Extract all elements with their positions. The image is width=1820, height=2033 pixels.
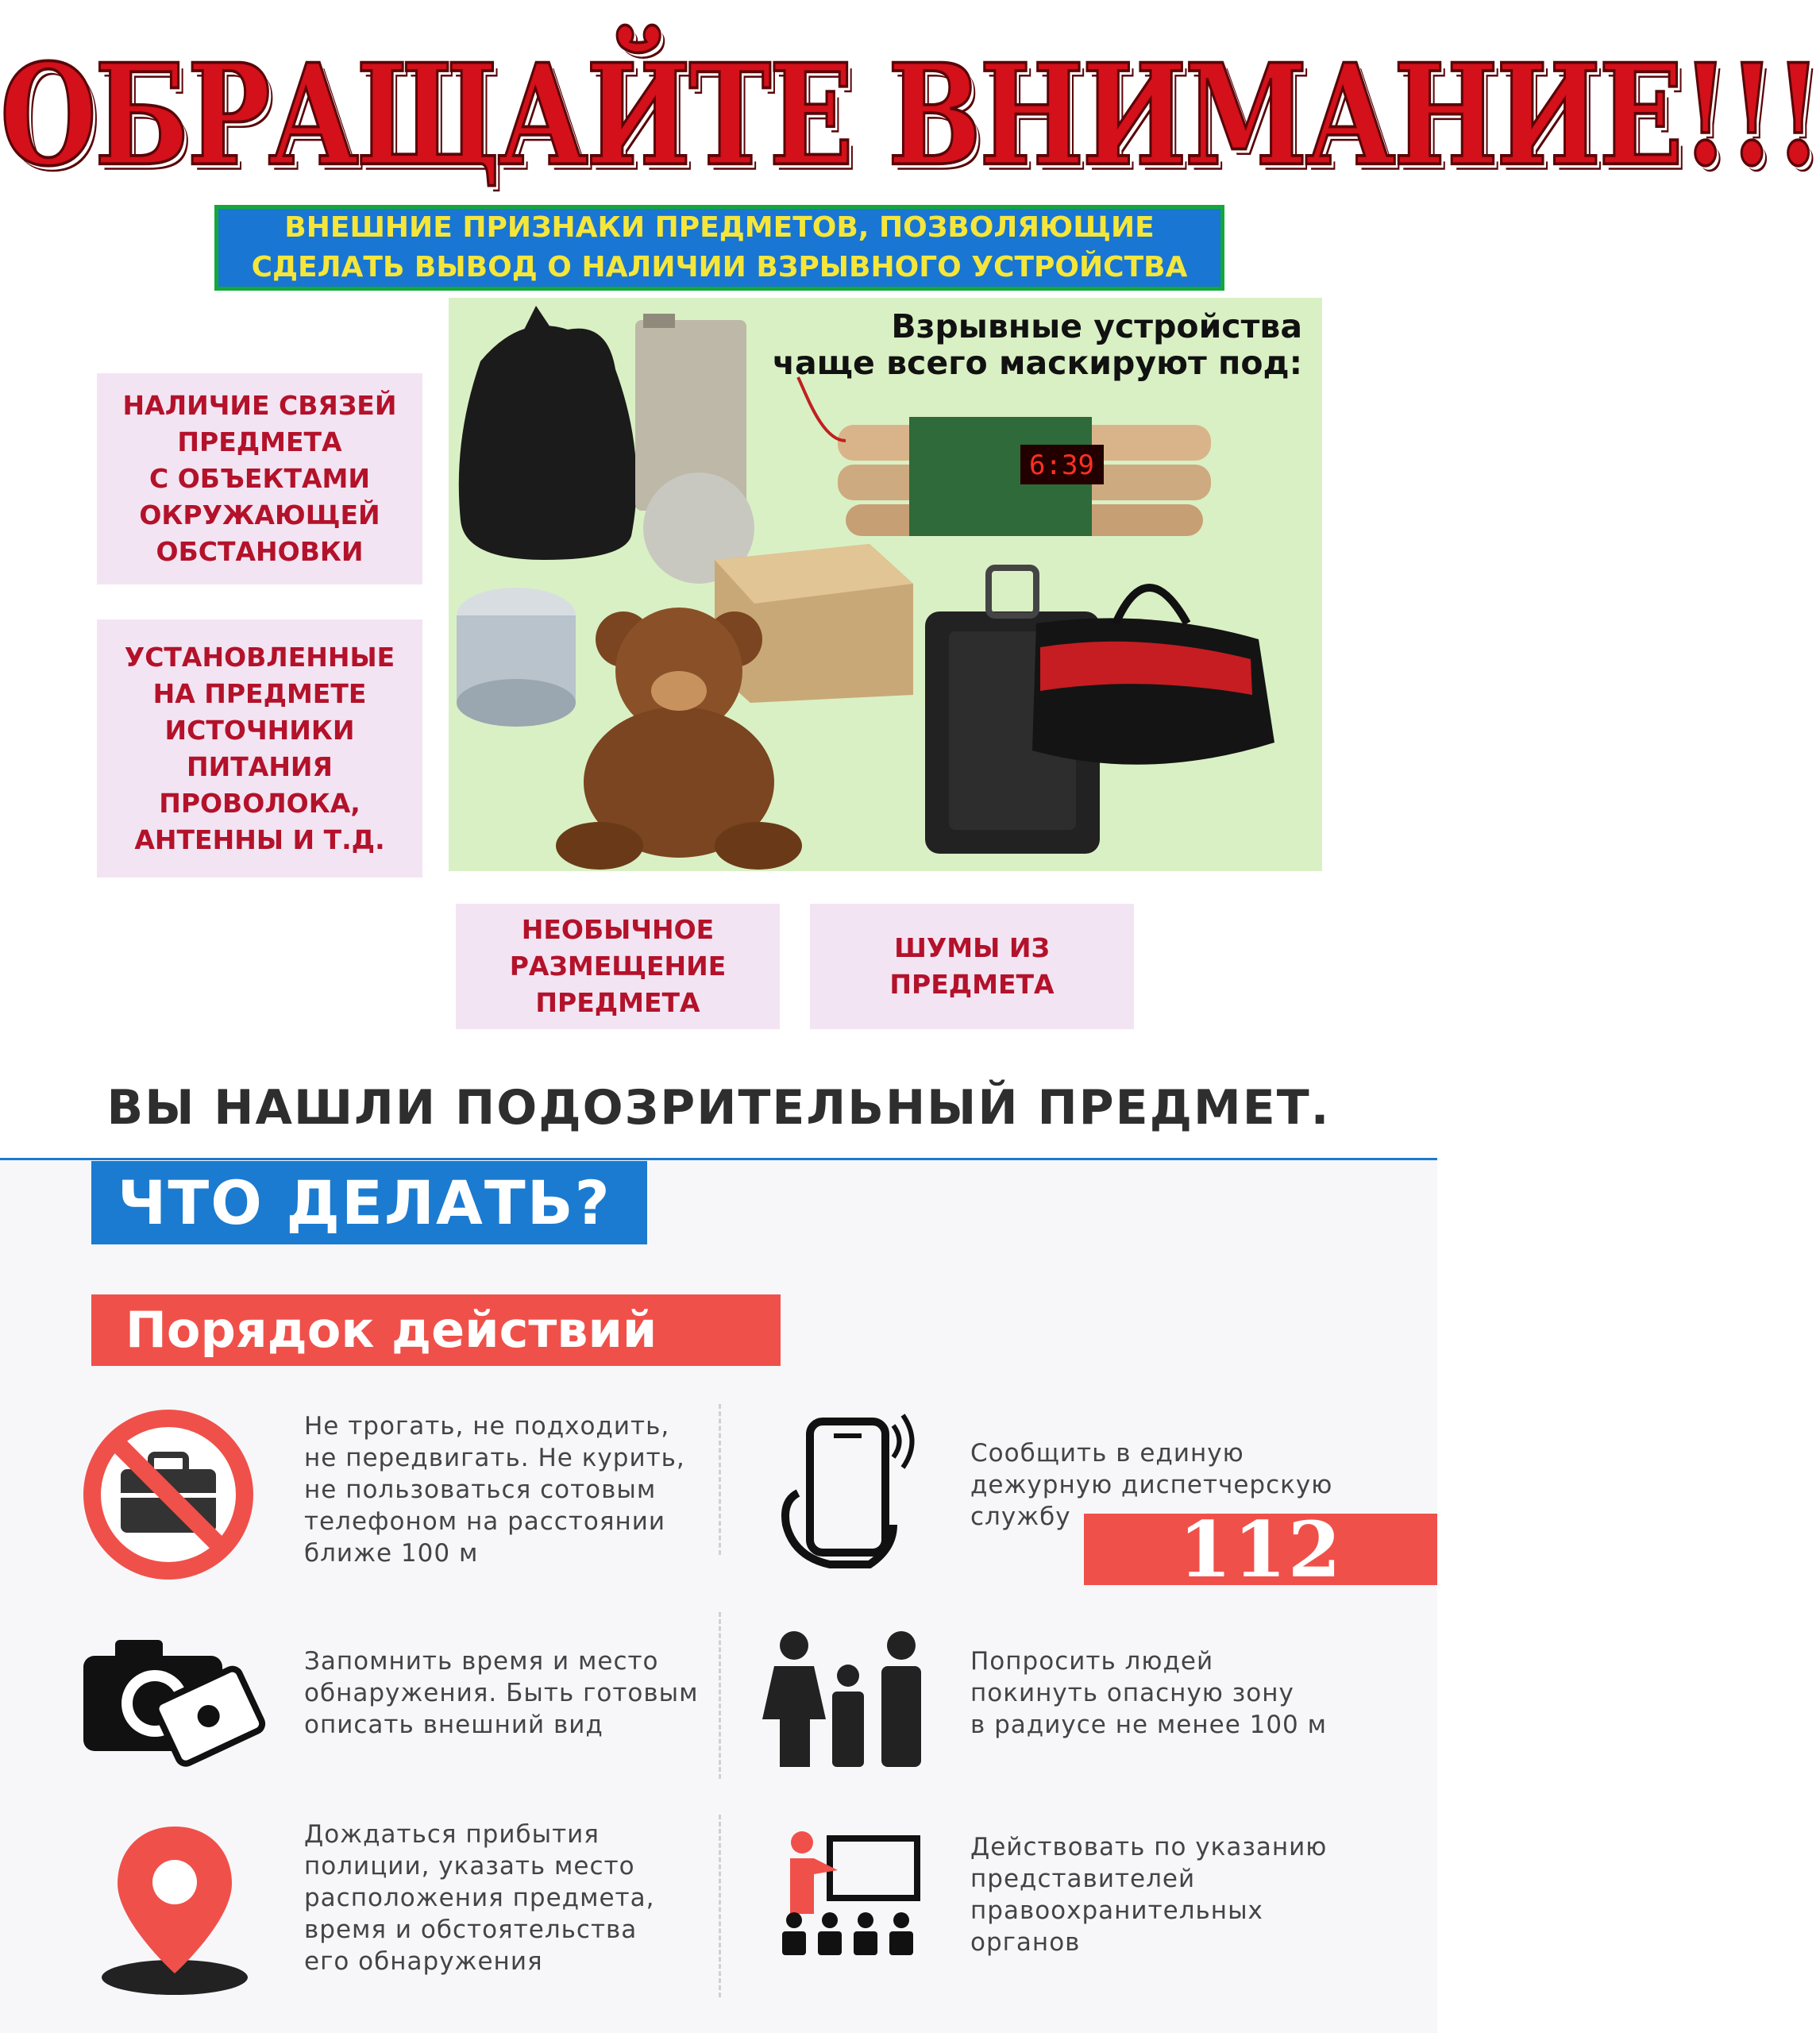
sign-line: УСТАНОВЛЕННЫЕ (124, 641, 395, 673)
blue-rule (0, 1158, 1437, 1160)
sign-line: ПРЕДМЕТА (177, 426, 342, 457)
sign-line: ПРЕДМЕТА (889, 969, 1055, 1000)
banner-line-2: СДЕЛАТЬ ВЫВОД О НАЛИЧИИ ВЗРЫВНОГО УСТРОЙСТВА (251, 251, 1188, 284)
step-line: полиции, указать место (304, 1852, 635, 1881)
step-line: службу (970, 1503, 1071, 1531)
step-line: его обнаружения (304, 1947, 543, 1976)
signs-banner (214, 205, 1224, 291)
objects-illustration (449, 298, 1322, 871)
sign-box-connections (97, 373, 422, 584)
sign-line: НЕОБЫЧНОЕ (521, 914, 715, 945)
step-line: не пользоваться сотовым (304, 1476, 657, 1504)
sign-line: РАЗМЕЩЕНИЕ (509, 951, 727, 982)
step-line: Дождаться прибытия (304, 1820, 600, 1849)
step-line: расположения предмета, (304, 1884, 655, 1912)
step-text-4 (970, 1645, 1327, 1741)
sign-line: С ОБЪЕКТАМИ (149, 463, 370, 494)
step-line: покинуть опасную зону (970, 1679, 1294, 1707)
sign-line: НА ПРЕДМЕТЕ (152, 677, 367, 709)
step-line: обнаружения. Быть готовым (304, 1679, 699, 1707)
sign-line: ШУМЫ ИЗ (894, 932, 1050, 963)
step-line: Попросить людей (970, 1647, 1214, 1676)
step-line: телефоном на расстоянии (304, 1507, 666, 1536)
sign-box-noise (810, 904, 1134, 1029)
step-text-3 (304, 1645, 698, 1741)
step-line: дежурную диспетчерскую (970, 1471, 1333, 1499)
sign-line: НАЛИЧИЕ СВЯЗЕЙ (122, 390, 397, 421)
sign-line: ОБСТАНОВКИ (156, 536, 364, 567)
step-line: Не трогать, не подходить, (304, 1412, 670, 1441)
family-icon (762, 1628, 933, 1771)
map-pin-icon (95, 1819, 254, 1997)
sign-box-placement (456, 904, 780, 1029)
sign-line: ОКРУЖАЮЩЕЙ (139, 500, 380, 530)
step-line: представителей (970, 1865, 1196, 1893)
step-line: не передвигать. Не курить, (304, 1444, 685, 1472)
sign-line: ПРОВОЛОКА, (159, 787, 361, 819)
step-line: ближе 100 м (304, 1539, 479, 1568)
phone-hand-icon (774, 1406, 917, 1572)
what-to-do-heading: ЧТО ДЕЛАТЬ? (118, 1167, 611, 1238)
photo-caption-line-1: Взрывные устройства (891, 307, 1302, 345)
column-divider (719, 1815, 721, 1997)
step-line: Действовать по указанию (970, 1833, 1328, 1861)
order-heading: Порядок действий (125, 1301, 657, 1359)
sign-box-power-sources (97, 619, 422, 878)
presentation-icon (774, 1827, 925, 1962)
step-line: Сообщить в единую (970, 1439, 1244, 1468)
photo-caption (746, 308, 1302, 381)
sign-line: ПРЕДМЕТА (535, 987, 700, 1018)
step-text-1 (304, 1410, 685, 1569)
dynamite-bomb-icon (798, 377, 1211, 536)
step-line: в радиусе не менее 100 м (970, 1711, 1328, 1739)
sign-line: ИСТОЧНИКИ ПИТАНИЯ (164, 714, 355, 782)
trash-bag-icon (459, 326, 637, 560)
column-divider (719, 1404, 721, 1555)
step-line: время и обстоятельства (304, 1915, 638, 1944)
disguised-objects-photo (449, 298, 1322, 871)
step-line: органов (970, 1928, 1081, 1957)
step-line: правоохранительных (970, 1896, 1263, 1925)
column-divider (719, 1612, 721, 1779)
sign-line: АНТЕННЫ И Т.Д. (134, 824, 385, 855)
emergency-number-badge: 112 (1084, 1514, 1437, 1585)
step-text-5 (304, 1819, 654, 1977)
no-bag-icon (79, 1406, 258, 1584)
step-text-6 (970, 1831, 1327, 1958)
timer-display: 6:39 (1029, 449, 1094, 481)
main-title: ОБРАЩАЙТЕ ВНИМАНИЕ!!! (0, 34, 1820, 198)
step-line: Запомнить время и место (304, 1647, 659, 1676)
photo-caption-line-2: чаще всего маскируют под: (772, 344, 1302, 382)
camera-icon (79, 1628, 262, 1763)
found-heading: ВЫ НАШЛИ ПОДОЗРИТЕЛЬНЫЙ ПРЕДМЕТ. (106, 1080, 1331, 1136)
banner-line-1: ВНЕШНИЕ ПРИЗНАКИ ПРЕДМЕТОВ, ПОЗВОЛЯЮЩИЕ (284, 211, 1155, 244)
step-line: описать внешний вид (304, 1711, 603, 1739)
